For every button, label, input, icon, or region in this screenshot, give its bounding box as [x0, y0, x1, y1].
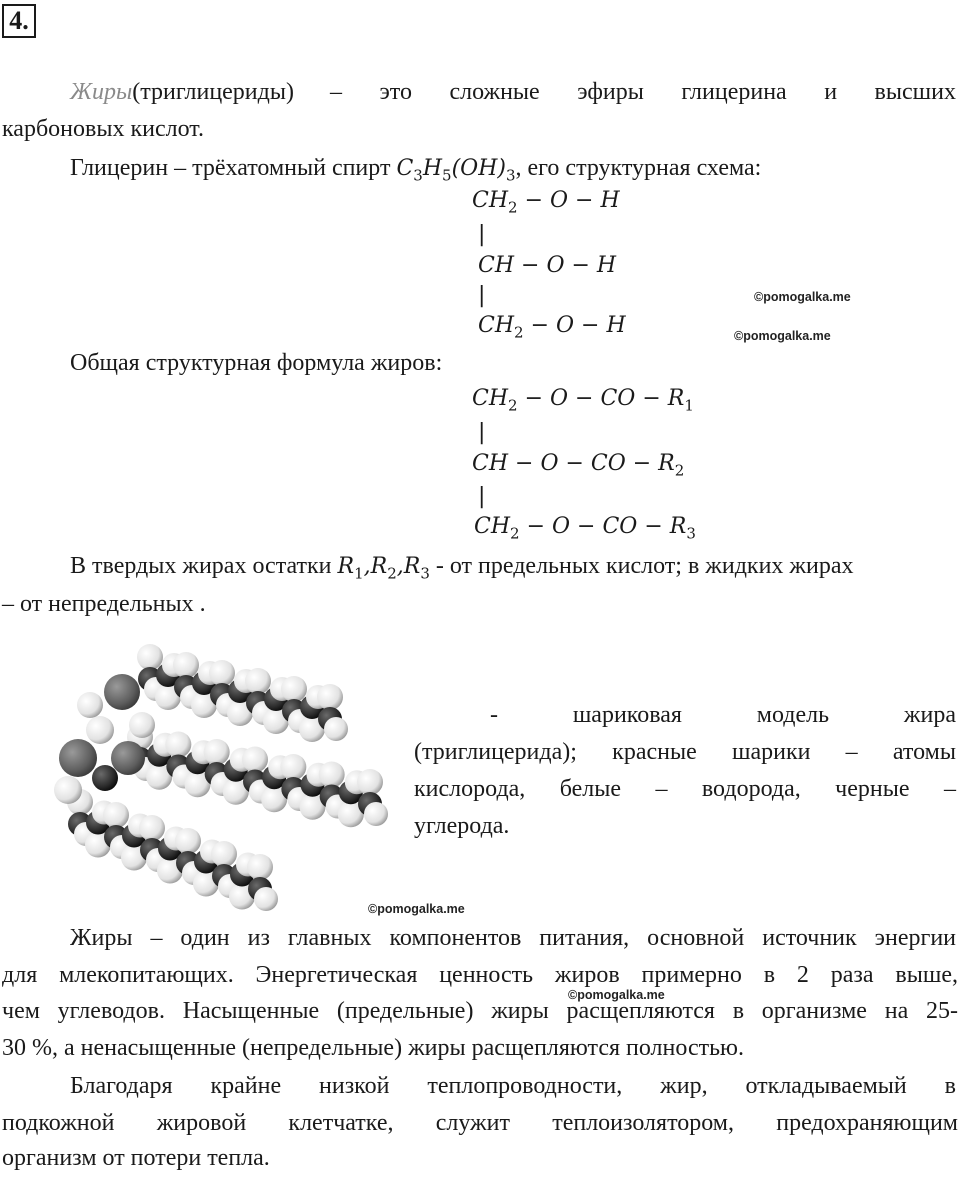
p6-line3: организм от потери тепла.	[2, 1145, 270, 1171]
triglycerides-term: (триглицериды)	[132, 79, 294, 105]
glycerol-formula: $C_3H_5(OH)_3$	[396, 156, 516, 185]
glycerol-text: Глицерин – трёхатомный спирт	[70, 155, 397, 181]
glycerol-line1: $CH_2 - O - H$	[472, 188, 620, 217]
p5-line2: для млекопитающих. Энергетическая ценность жиров примерно в 2 раза выше,	[2, 962, 958, 988]
p6-line1: Благодаря крайне низкой теплопроводности, жир, откладываемый в	[70, 1073, 956, 1099]
hydrogen-atom	[364, 802, 388, 826]
hydrogen-atom	[242, 747, 268, 773]
hydrogen-atom	[173, 652, 199, 678]
hydrogen-atom	[77, 692, 103, 718]
oxygen-atom	[59, 739, 97, 777]
fat-ball-model-image	[30, 630, 400, 920]
watermark: ©pomogalka.me	[754, 290, 851, 304]
caption-line1: - шариковая модель жира	[490, 702, 956, 728]
caption-line4: углерода.	[414, 813, 510, 839]
caption-line2: (триглицерида); красные шарики – атомы	[414, 739, 956, 765]
hydrogen-atom	[103, 802, 129, 828]
hydrogen-atom	[54, 776, 82, 804]
watermark: ©pomogalka.me	[568, 988, 665, 1002]
hydrogen-atom	[254, 887, 278, 911]
definition-text: – это сложные эфиры глицерина и высших	[329, 79, 956, 105]
fats-definition-line2: карбоновых кислот.	[2, 116, 204, 142]
glycerol-description	[70, 150, 761, 194]
hydrogen-atom	[209, 660, 235, 686]
hydrogen-atom	[245, 668, 271, 694]
p5-line1: Жиры – один из главных компонентов питания, основной источник энергии	[70, 925, 956, 951]
task-number: 4.	[2, 4, 36, 38]
hydrogen-atom	[324, 717, 348, 741]
hydrogen-atom	[211, 841, 237, 867]
watermark: ©pomogalka.me	[734, 329, 831, 343]
residues-sentence: В твердых жирах остатки $R_1,R_2,R_3$ - от предельных кислот; в жидких жирах	[70, 553, 854, 583]
oxygen-atom	[104, 674, 140, 710]
p6-line2: подкожной жировой клетчатке, служит теплоизолятором, предохраняющим	[2, 1110, 958, 1136]
hydrogen-atom	[247, 854, 273, 880]
hydrogen-atom	[357, 769, 383, 795]
hydrogen-atom	[319, 762, 345, 788]
fat-formula-line3: $CH_2 - O$ − CO − $R_3$	[474, 514, 696, 543]
fat-formula-heading: Общая структурная формула жиров:	[70, 350, 443, 376]
hydrogen-atom	[281, 676, 307, 702]
fats-term: Жиры	[70, 79, 133, 105]
hydrogen-atom	[317, 684, 343, 710]
glycerol-bond1: |	[478, 222, 486, 247]
fat-bond2: |	[478, 484, 486, 509]
glycerol-bond2: |	[478, 283, 486, 308]
hydrogen-atom	[137, 644, 163, 670]
glycerol-line2: CH − O − H	[478, 253, 617, 278]
p5-line3: чем углеводов. Насыщенные (предельные) жиры расщепляются в организме на 25-	[2, 998, 958, 1024]
hydrogen-atom	[86, 716, 114, 744]
fat-formula-line2: CH − O − CO − $R_2$	[472, 451, 685, 480]
ball-model-caption	[414, 697, 956, 845]
hydrogen-atom	[129, 712, 155, 738]
fat-bond1: |	[478, 420, 486, 445]
hydrogen-atom	[139, 815, 165, 841]
fat-formula-line1: $CH_2 - O$ − CO − $R_1$	[472, 386, 694, 415]
carbon-atom	[92, 765, 118, 791]
hydrogen-atom	[165, 732, 191, 758]
watermark: ©pomogalka.me	[368, 902, 465, 916]
hydrogen-atom	[204, 739, 230, 765]
hydrogen-atom	[280, 754, 306, 780]
p5-line4: 30 %, а ненасыщенные (непредельные) жиры расщепляются полностью.	[2, 1035, 744, 1061]
caption-line3: кислорода, белые – водорода, черные –	[414, 776, 956, 802]
residues-sentence-line2: – от непредельных .	[2, 591, 206, 617]
glycerol-line3: $CH_2 - O - H$	[478, 313, 626, 342]
fats-definition-line1	[70, 74, 956, 111]
glycerol-text-end: , его структурная схема:	[515, 155, 762, 181]
ball-model-atoms	[54, 644, 388, 911]
hydrogen-atom	[175, 828, 201, 854]
oxygen-atom	[111, 741, 145, 775]
